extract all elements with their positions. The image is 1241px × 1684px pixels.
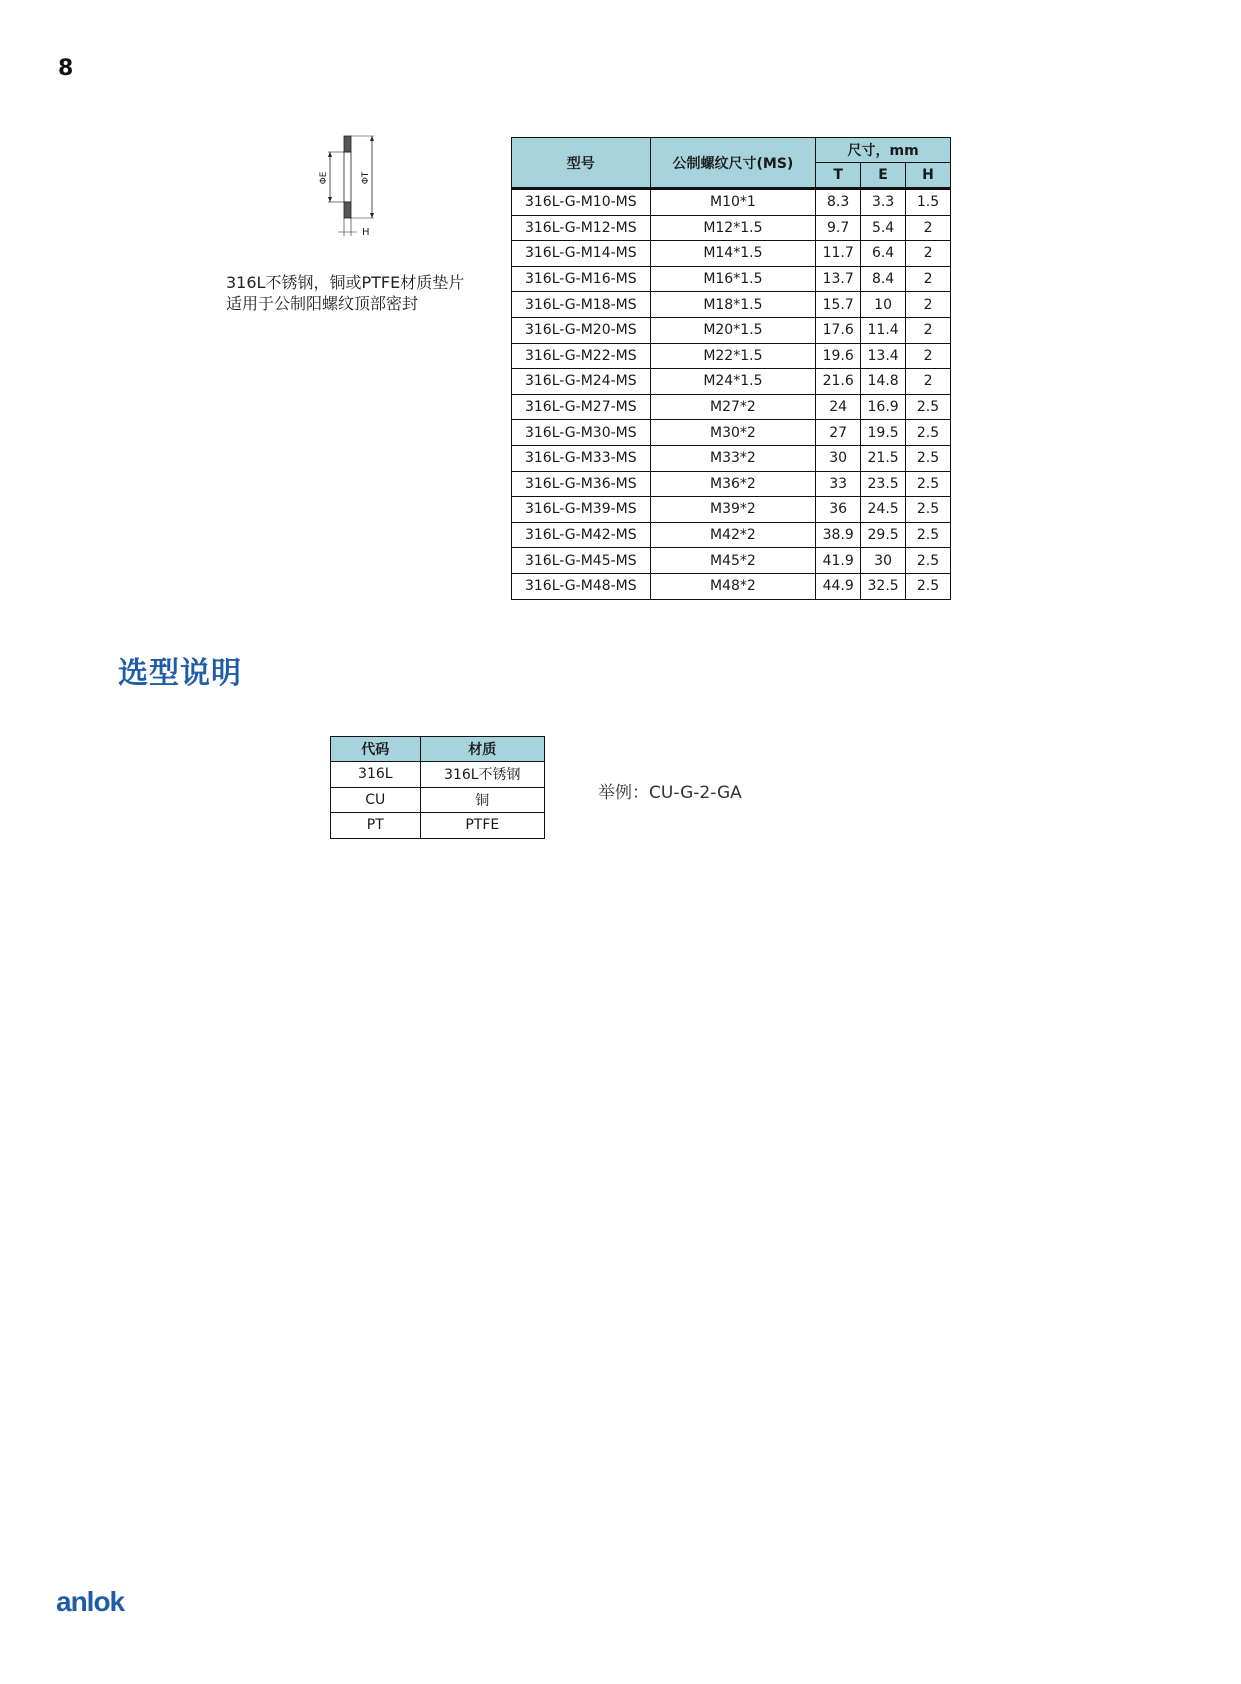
cell-e: 3.3 xyxy=(861,189,906,216)
cell-thread: M42*2 xyxy=(650,522,816,548)
table-row xyxy=(512,343,951,369)
cell-h: 2.5 xyxy=(906,573,951,599)
cell-thread: M22*1.5 xyxy=(650,343,816,369)
cell-model: 316L-G-M18-MS xyxy=(512,292,651,318)
gasket-drawing xyxy=(300,132,390,252)
cell-model: 316L-G-M33-MS xyxy=(512,445,651,471)
cell-thread: M48*2 xyxy=(650,573,816,599)
table-row xyxy=(331,762,545,788)
cell-model: 316L-G-M39-MS xyxy=(512,497,651,523)
table-row xyxy=(512,215,951,241)
cell-t: 44.9 xyxy=(816,573,861,599)
page-number: 8 xyxy=(58,56,74,81)
cell-e: 5.4 xyxy=(861,215,906,241)
cell-thread: M45*2 xyxy=(650,548,816,574)
cell-model: 316L-G-M20-MS xyxy=(512,317,651,343)
cell-t: 30 xyxy=(816,445,861,471)
cell-t: 9.7 xyxy=(816,215,861,241)
cell-model: 316L-G-M10-MS xyxy=(512,189,651,216)
cell-e: 24.5 xyxy=(861,497,906,523)
table-row xyxy=(512,497,951,523)
cell-model: 316L-G-M30-MS xyxy=(512,420,651,446)
table-row xyxy=(331,813,545,839)
cell-code: PT xyxy=(331,813,421,839)
cell-thread: M12*1.5 xyxy=(650,215,816,241)
header-material: 材质 xyxy=(420,737,544,762)
table-row xyxy=(331,787,545,813)
cell-h: 2.5 xyxy=(906,522,951,548)
table-row xyxy=(512,548,951,574)
cell-material: 316L不锈钢 xyxy=(420,762,544,788)
cell-t: 38.9 xyxy=(816,522,861,548)
cell-e: 14.8 xyxy=(861,369,906,395)
table-row xyxy=(512,471,951,497)
header-h: H xyxy=(906,163,951,189)
table-row xyxy=(512,189,951,216)
cell-h: 2 xyxy=(906,317,951,343)
cell-h: 2.5 xyxy=(906,497,951,523)
cell-e: 16.9 xyxy=(861,394,906,420)
cell-model: 316L-G-M42-MS xyxy=(512,522,651,548)
table-row xyxy=(512,522,951,548)
cell-e: 8.4 xyxy=(861,266,906,292)
cell-t: 8.3 xyxy=(816,189,861,216)
cell-t: 21.6 xyxy=(816,369,861,395)
cell-model: 316L-G-M27-MS xyxy=(512,394,651,420)
description-line-1: 316L不锈钢，铜或PTFE材质垫片 xyxy=(226,273,465,292)
cell-h: 2 xyxy=(906,241,951,267)
cell-thread: M24*1.5 xyxy=(650,369,816,395)
cell-thread: M10*1 xyxy=(650,189,816,216)
cell-t: 36 xyxy=(816,497,861,523)
cell-thread: M33*2 xyxy=(650,445,816,471)
cell-code: CU xyxy=(331,787,421,813)
cell-thread: M36*2 xyxy=(650,471,816,497)
cell-code: 316L xyxy=(331,762,421,788)
cell-e: 30 xyxy=(861,548,906,574)
table-row xyxy=(512,445,951,471)
cell-e: 11.4 xyxy=(861,317,906,343)
cell-model: 316L-G-M16-MS xyxy=(512,266,651,292)
cell-model: 316L-G-M24-MS xyxy=(512,369,651,395)
cell-t: 27 xyxy=(816,420,861,446)
cell-material: 铜 xyxy=(420,787,544,813)
cell-h: 2.5 xyxy=(906,420,951,446)
label-t: ΦT xyxy=(361,171,371,185)
cell-t: 13.7 xyxy=(816,266,861,292)
cell-h: 1.5 xyxy=(906,189,951,216)
table-row xyxy=(512,573,951,599)
product-description xyxy=(226,272,464,314)
cell-t: 33 xyxy=(816,471,861,497)
cell-material: PTFE xyxy=(420,813,544,839)
cell-model: 316L-G-M36-MS xyxy=(512,471,651,497)
cell-t: 11.7 xyxy=(816,241,861,267)
cell-model: 316L-G-M14-MS xyxy=(512,241,651,267)
table-row xyxy=(512,266,951,292)
cell-e: 29.5 xyxy=(861,522,906,548)
cell-h: 2.5 xyxy=(906,471,951,497)
cell-model: 316L-G-M45-MS xyxy=(512,548,651,574)
cell-h: 2 xyxy=(906,369,951,395)
cell-model: 316L-G-M48-MS xyxy=(512,573,651,599)
table-row xyxy=(512,420,951,446)
label-h: H xyxy=(362,227,370,238)
table-row xyxy=(512,317,951,343)
cell-h: 2 xyxy=(906,266,951,292)
cell-t: 17.6 xyxy=(816,317,861,343)
cell-e: 23.5 xyxy=(861,471,906,497)
header-dims: 尺寸，mm xyxy=(816,138,951,163)
description-line-2: 适用于公制阳螺纹顶部密封 xyxy=(226,294,419,313)
cell-h: 2 xyxy=(906,292,951,318)
example-text: 举例：CU-G-2-GA xyxy=(598,783,742,803)
label-e: ΦE xyxy=(319,171,329,185)
header-t: T xyxy=(816,163,861,189)
cell-thread: M18*1.5 xyxy=(650,292,816,318)
cell-h: 2 xyxy=(906,215,951,241)
table-row xyxy=(512,394,951,420)
cell-t: 41.9 xyxy=(816,548,861,574)
brand-logo: anlok xyxy=(56,1586,125,1617)
cell-h: 2.5 xyxy=(906,548,951,574)
cell-t: 24 xyxy=(816,394,861,420)
cell-model: 316L-G-M22-MS xyxy=(512,343,651,369)
code-table xyxy=(330,736,545,839)
cell-h: 2 xyxy=(906,343,951,369)
cell-thread: M14*1.5 xyxy=(650,241,816,267)
cell-thread: M27*2 xyxy=(650,394,816,420)
table-row xyxy=(512,292,951,318)
cell-thread: M16*1.5 xyxy=(650,266,816,292)
header-model: 型号 xyxy=(512,138,651,189)
cell-e: 19.5 xyxy=(861,420,906,446)
cell-thread: M39*2 xyxy=(650,497,816,523)
cell-h: 2.5 xyxy=(906,394,951,420)
cell-e: 13.4 xyxy=(861,343,906,369)
table-row xyxy=(512,241,951,267)
cell-t: 19.6 xyxy=(816,343,861,369)
cell-t: 15.7 xyxy=(816,292,861,318)
header-thread: 公制螺纹尺寸(MS) xyxy=(650,138,816,189)
header-e: E xyxy=(861,163,906,189)
header-code: 代码 xyxy=(331,737,421,762)
cell-e: 10 xyxy=(861,292,906,318)
cell-e: 32.5 xyxy=(861,573,906,599)
cell-h: 2.5 xyxy=(906,445,951,471)
table-row xyxy=(512,369,951,395)
cell-e: 21.5 xyxy=(861,445,906,471)
cell-thread: M30*2 xyxy=(650,420,816,446)
spec-table xyxy=(511,137,951,600)
cell-model: 316L-G-M12-MS xyxy=(512,215,651,241)
cell-thread: M20*1.5 xyxy=(650,317,816,343)
cell-e: 6.4 xyxy=(861,241,906,267)
section-title: 选型说明 xyxy=(118,656,242,691)
